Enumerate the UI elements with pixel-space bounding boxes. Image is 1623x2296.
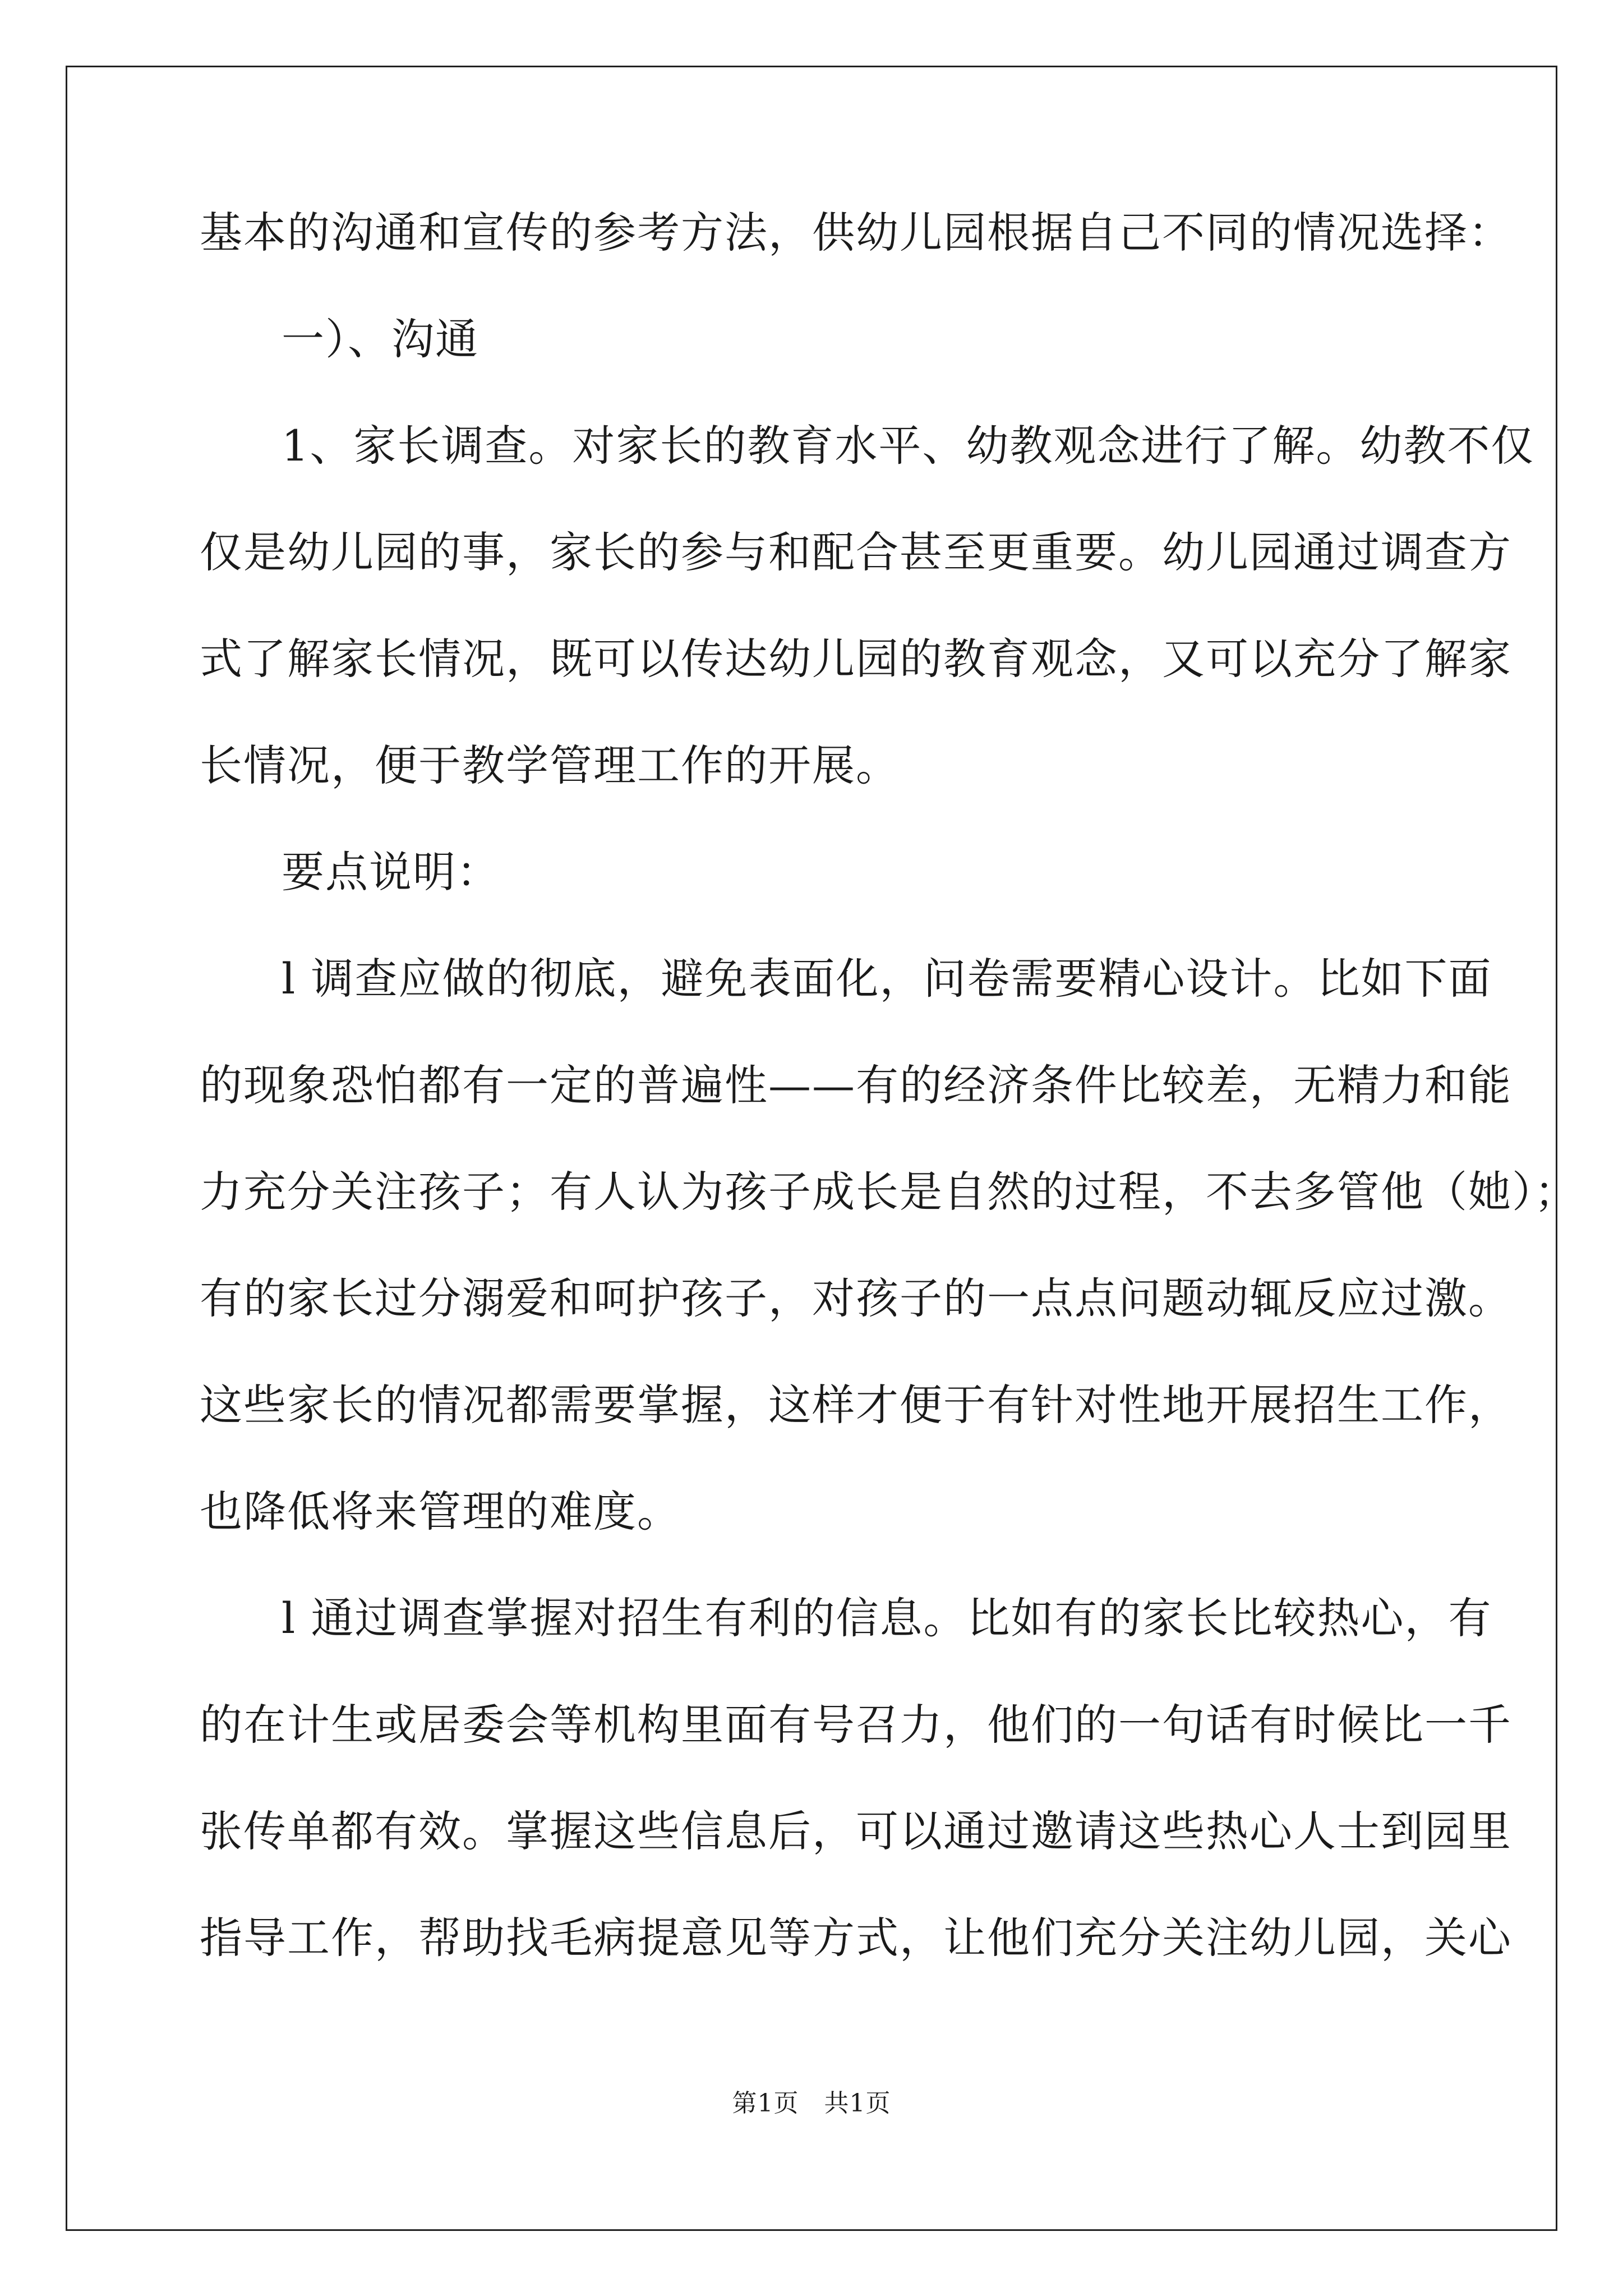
text-line-6: 长情况，便于教学管理工作的开展。	[200, 740, 900, 790]
text-line-11: 有的家长过分溺爱和呵护孩子，对孩子的一点点问题动辄反应过激。	[200, 1273, 1512, 1323]
text-line-17: 指导工作，帮助找毛病提意见等方式，让他们充分关注幼儿园，关心	[200, 1913, 1512, 1963]
text-line-10: 力充分关注孩子；有人认为孩子成长是自然的过程，不去多管他（她）；	[200, 1167, 1578, 1217]
key-points-heading: 要点说明：	[282, 847, 500, 897]
text-line-5: 式了解家长情况，既可以传达幼儿园的教育观念，又可以充分了解家	[200, 634, 1512, 684]
text-line-15: 的在计生或居委会等机构里面有号召力，他们的一句话有时候比一千	[200, 1700, 1512, 1750]
text-line-13: 也降低将来管理的难度。	[200, 1487, 681, 1536]
text-line-12: 这些家长的情况都需要掌握，这样才便于有针对性地开展招生工作，	[200, 1380, 1512, 1430]
text-line-16: 张传单都有效。掌握这些信息后，可以通过邀请这些热心人士到园里	[200, 1806, 1512, 1856]
section-heading-communication: 一）、沟通	[282, 314, 479, 364]
text-line-14: l 通过调查掌握对招生有利的信息。比如有的家长比较热心，有	[282, 1593, 1492, 1643]
text-line-8: l 调查应做的彻底，避免表面化，问卷需要精心设计。比如下面	[282, 954, 1492, 1004]
page-footer: 第1页 共1页	[732, 2089, 891, 2118]
text-line-4: 仅是幼儿园的事，家长的参与和配合甚至更重要。幼儿园通过调查方	[200, 527, 1512, 577]
text-line-3: 1、家长调查。对家长的教育水平、幼教观念进行了解。幼教不仅	[282, 421, 1535, 471]
text-line-9: 的现象恐怕都有一定的普遍性——有的经济条件比较差，无精力和能	[200, 1060, 1512, 1110]
page-border	[66, 66, 1557, 2231]
text-line-1: 基本的沟通和宣传的参考方法，供幼儿园根据自己不同的情况选择：	[200, 208, 1512, 257]
